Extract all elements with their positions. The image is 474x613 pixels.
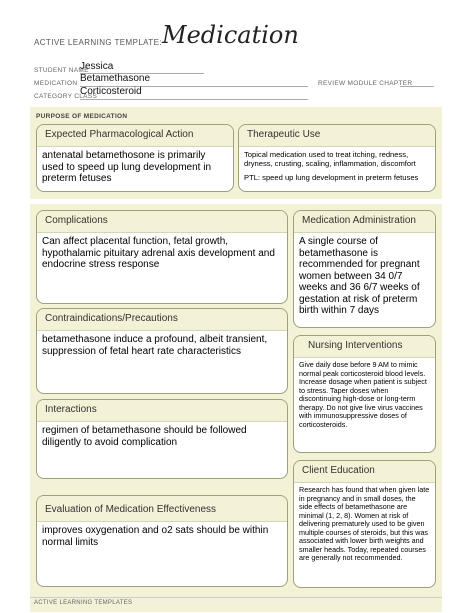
medication-administration-title: Medication Administration bbox=[294, 211, 435, 233]
template-title: Medication bbox=[162, 21, 299, 49]
medication-administration-text[interactable]: A single course of betamethasone is recommended for pregnant women between 34 0/7 weeks and 36 6/7 weeks of gestation at risk of preterm birth within 7 days bbox=[299, 236, 420, 316]
expected-action-title: Expected Pharmacological Action bbox=[37, 125, 233, 147]
contraindications-title: Contraindications/Precautions bbox=[37, 309, 287, 331]
evaluation-text[interactable]: improves oxygenation and o2 sats should be within normal limits bbox=[42, 525, 269, 548]
medication-value[interactable]: Betamethasone bbox=[80, 73, 151, 84]
therapeutic-use-box bbox=[238, 124, 436, 192]
medication-label: MEDICATION bbox=[34, 80, 78, 87]
complications-title: Complications bbox=[37, 211, 287, 233]
template-prefix: ACTIVE LEARNING TEMPLATE: bbox=[34, 38, 162, 47]
student-name-label: STUDENT NAME bbox=[34, 67, 89, 74]
student-name-value[interactable]: Jessica bbox=[80, 61, 114, 72]
category-class-label: CATEGORY CLASS bbox=[34, 93, 98, 100]
expected-action-text[interactable]: antenatal betamethosone is primarily used to speed up lung development in preterm fetuses bbox=[42, 150, 212, 184]
interactions-text[interactable]: regimen of betamethasone should be followed diligently to avoid complication bbox=[42, 425, 247, 448]
footer-divider bbox=[30, 597, 442, 598]
medication-administration-box bbox=[293, 210, 436, 328]
therapeutic-use-text[interactable]: Topical medication used to treat itching, redness, dryness, crusting, scaling, inflammation, discomfort bbox=[244, 150, 416, 168]
complications-box bbox=[36, 210, 288, 304]
footer-text: ACTIVE LEARNING TEMPLATES bbox=[34, 600, 133, 606]
nursing-interventions-text[interactable]: Give daily dose before 9 AM to mimic normal peak corticosteroid blood levels. Increase dosage when patient is subject to stress. Taper doses when discontinuing high-dose or long-term therapy. Do not give live virus vaccines with immunosuppressive doses of corticosteroids. bbox=[299, 360, 427, 429]
expected-action-box bbox=[36, 124, 234, 192]
complications-text[interactable]: Can affect placental function, fetal growth, hypothalamic pituitary adrenal axis development and endocrine stress response bbox=[42, 236, 275, 270]
nursing-interventions-title: Nursing Interventions bbox=[294, 336, 435, 358]
category-class-line bbox=[80, 99, 308, 100]
interactions-title: Interactions bbox=[37, 400, 287, 422]
category-class-value[interactable]: Corticosteroid bbox=[80, 86, 142, 97]
therapeutic-use-title: Therapeutic Use bbox=[239, 125, 435, 147]
contraindications-text[interactable]: betamethasone induce a profound, albeit transient, suppression of fetal heart rate characteristics bbox=[42, 334, 268, 357]
client-education-box bbox=[293, 460, 436, 588]
client-education-text[interactable]: Research has found that when given late in pregnancy and in small doses, the side effects of betamethasone are minimal (1, 2, 8). Women at risk of delivering prematurely used to be given multiple courses of steroids, but this was associated with lower birth weights and smaller heads. Today, repeated courses are generally not recommended. bbox=[299, 485, 430, 562]
interactions-box bbox=[36, 399, 288, 479]
nursing-interventions-box bbox=[293, 335, 436, 453]
review-module-label: REVIEW MODULE CHAPTER bbox=[318, 80, 413, 87]
contraindications-box bbox=[36, 308, 288, 394]
purpose-label: PURPOSE OF MEDICATION bbox=[36, 113, 128, 120]
evaluation-title: Evaluation of Medication Effectiveness bbox=[37, 496, 287, 522]
evaluation-box bbox=[36, 495, 288, 587]
therapeutic-use-text-ptl[interactable]: PTL: speed up lung development in preterm fetuses bbox=[244, 173, 419, 182]
review-module-line[interactable] bbox=[400, 86, 434, 87]
client-education-title: Client Education bbox=[294, 461, 435, 483]
